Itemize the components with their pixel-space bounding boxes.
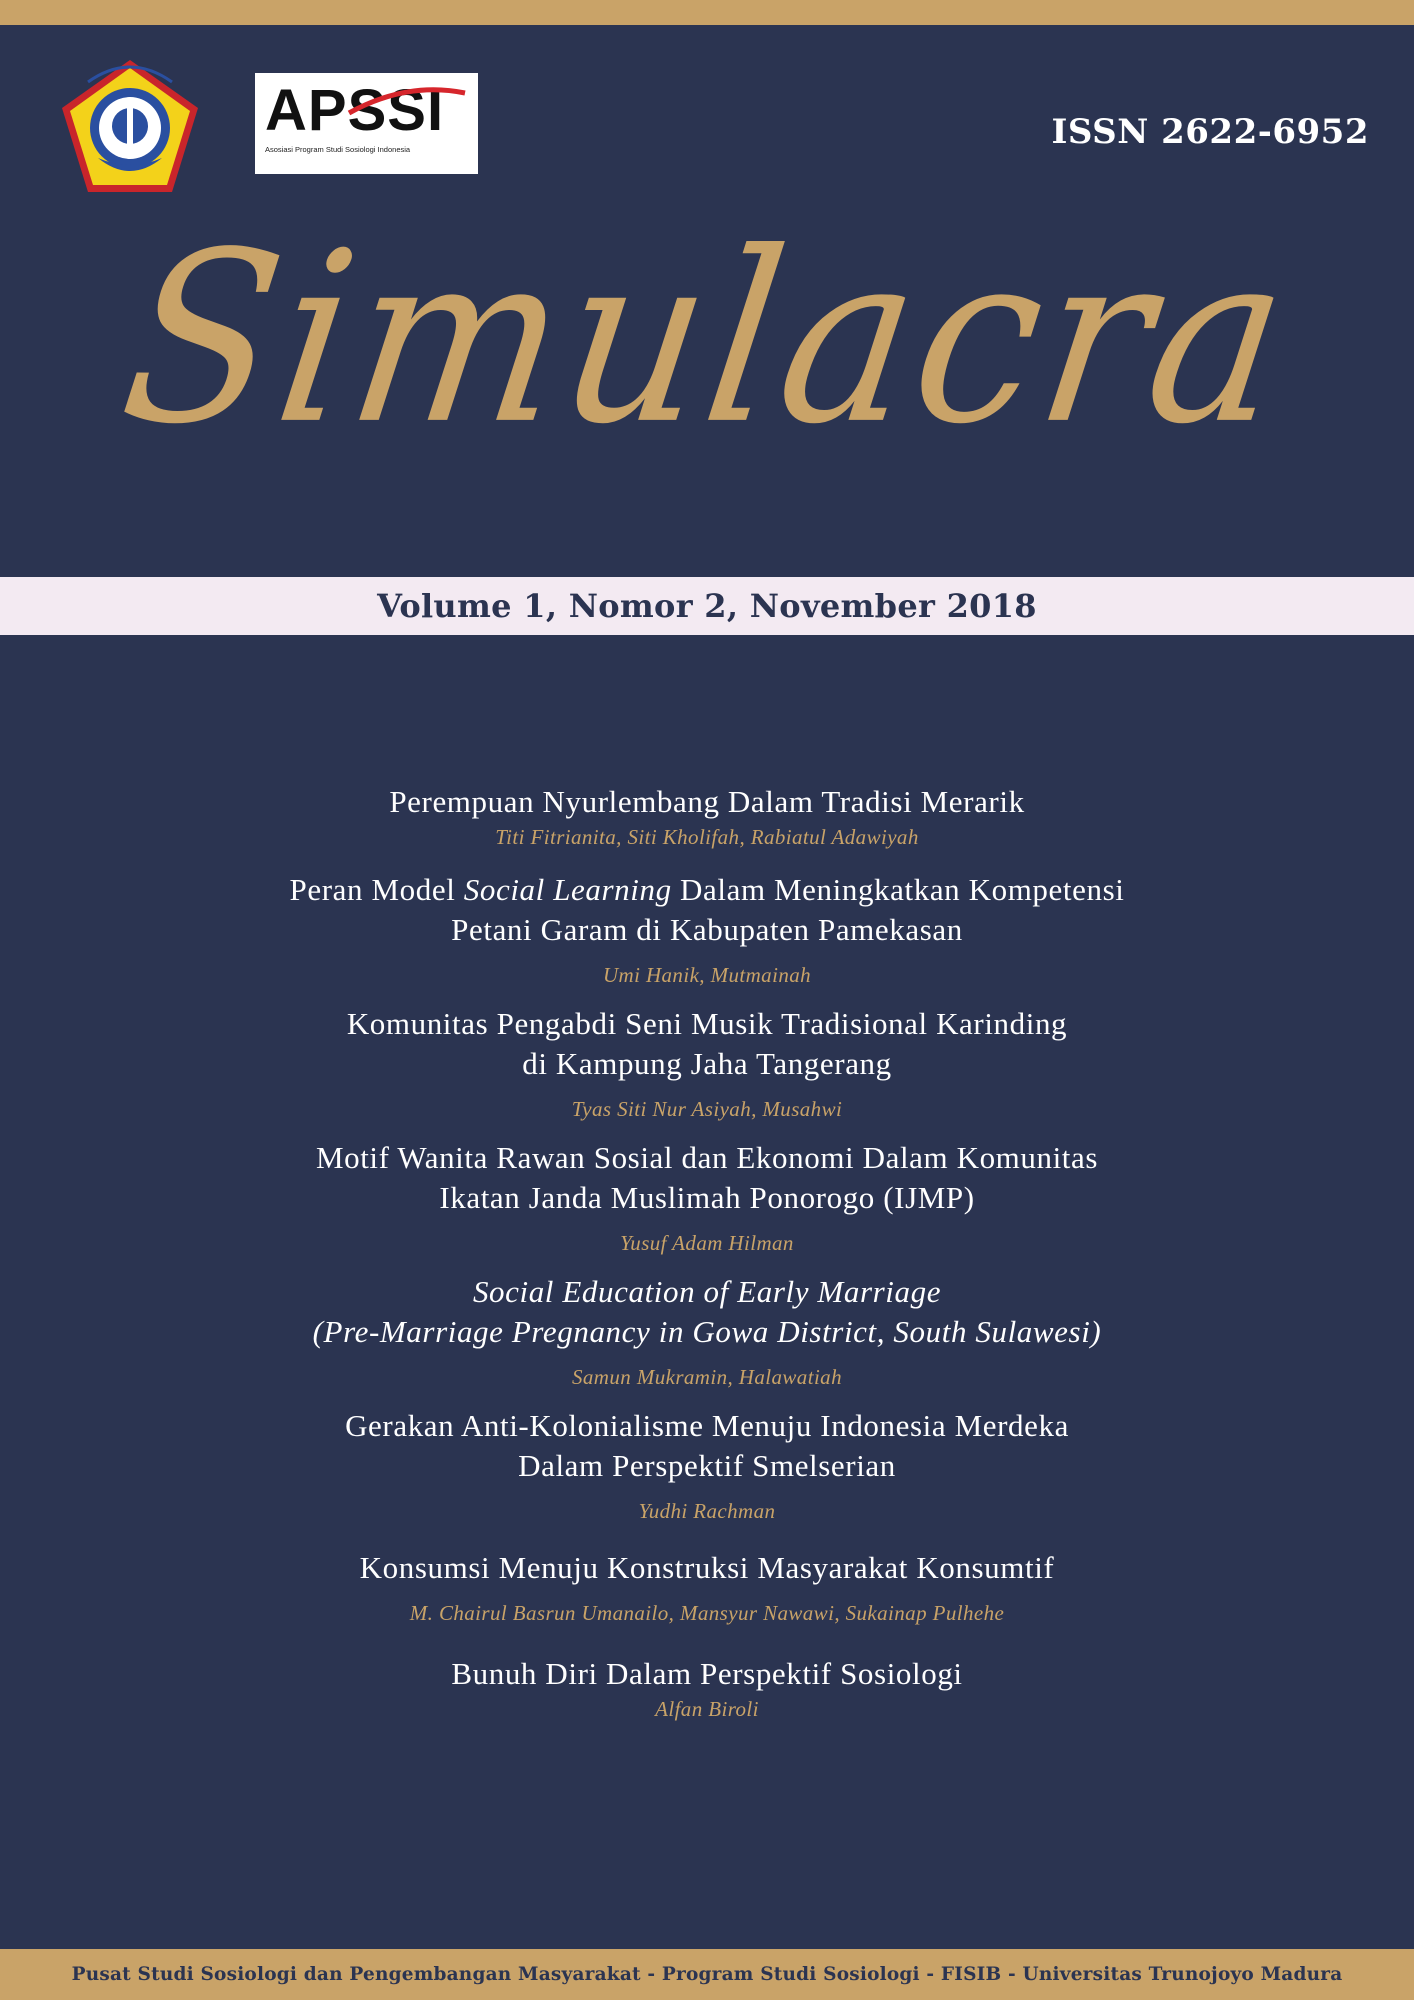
article-title-line: Ikatan Janda Muslimah Ponorogo (IJMP) (439, 1180, 975, 1215)
article-title: Social Education of Early Marriage (472, 1274, 942, 1309)
journal-title: Simulacra (108, 202, 1306, 477)
article-item (0, 1548, 1414, 1628)
article-authors: Yusuf Adam Hilman (620, 1231, 794, 1255)
article-title-line: di Kampung Jaha Tangerang (522, 1046, 892, 1081)
article-item (0, 870, 1414, 990)
article-item (0, 1406, 1414, 1526)
footer-bar (0, 1949, 1414, 2000)
apssi-logo (255, 73, 478, 174)
article-authors: M. Chairul Basrun Umanailo, Mansyur Nawawi, Sukainap Pulhehe (409, 1601, 1005, 1625)
article-item (0, 1654, 1414, 1724)
article-title-line: Petani Garam di Kabupaten Pamekasan (451, 912, 963, 947)
article-title: Komunitas Pengabdi Seni Musik Tradisional Karinding (346, 1006, 1068, 1041)
top-accent-bar (0, 0, 1414, 25)
article-authors: Tyas Siti Nur Asiyah, Musahwi (571, 1097, 843, 1121)
masthead (0, 190, 1414, 530)
article-title: Perempuan Nyurlembang Dalam Tradisi Merarik (389, 784, 1025, 819)
article-title: Motif Wanita Rawan Sosial dan Ekonomi Dalam Komunitas (315, 1140, 1099, 1175)
article-authors: Samun Mukramin, Halawatiah (572, 1365, 842, 1389)
article-authors: Umi Hanik, Mutmainah (602, 963, 812, 987)
article-item (0, 1138, 1414, 1258)
apssi-swoosh-icon (347, 87, 467, 117)
article-title (0, 870, 1414, 910)
article-title-emphasis: Social Learning (463, 872, 672, 907)
article-title-part: Peran Model (289, 872, 464, 907)
article-title: Gerakan Anti-Kolonialisme Menuju Indonesia Merdeka (345, 1408, 1069, 1443)
article-title-part: Dalam Meningkatkan Kompetensi (671, 872, 1125, 907)
article-authors: Yudhi Rachman (638, 1499, 776, 1523)
article-authors: Titi Fitrianita, Siti Kholifah, Rabiatul Adawiyah (495, 825, 919, 849)
university-emblem-icon (58, 56, 202, 196)
volume-issue: Volume 1, Nomor 2, November 2018 (377, 587, 1037, 625)
volume-band (0, 577, 1414, 635)
article-item (0, 1004, 1414, 1124)
table-of-contents (0, 782, 1414, 1724)
article-title: Bunuh Diri Dalam Perspektif Sosiologi (451, 1656, 963, 1691)
publisher-footer: Pusat Studi Sosiologi dan Pengembangan Masyarakat - Program Studi Sosiologi - FISIB - Universitas Trunojoyo Madura (71, 1964, 1343, 1985)
article-item (0, 1272, 1414, 1392)
apssi-logo-mark: APSSI (265, 78, 445, 143)
article-title-line: Dalam Perspektif Smelserian (518, 1448, 896, 1483)
issn-number: ISSN 2622-6952 (1051, 112, 1369, 152)
article-authors: Alfan Biroli (655, 1697, 759, 1721)
apssi-logo-subtitle: Asosiasi Program Studi Sosiologi Indonesia (265, 145, 411, 154)
article-item (0, 782, 1414, 852)
article-title: Konsumsi Menuju Konstruksi Masyarakat Konsumtif (359, 1550, 1055, 1585)
article-title-line: (Pre-Marriage Pregnancy in Gowa District, South Sulawesi) (312, 1314, 1102, 1349)
